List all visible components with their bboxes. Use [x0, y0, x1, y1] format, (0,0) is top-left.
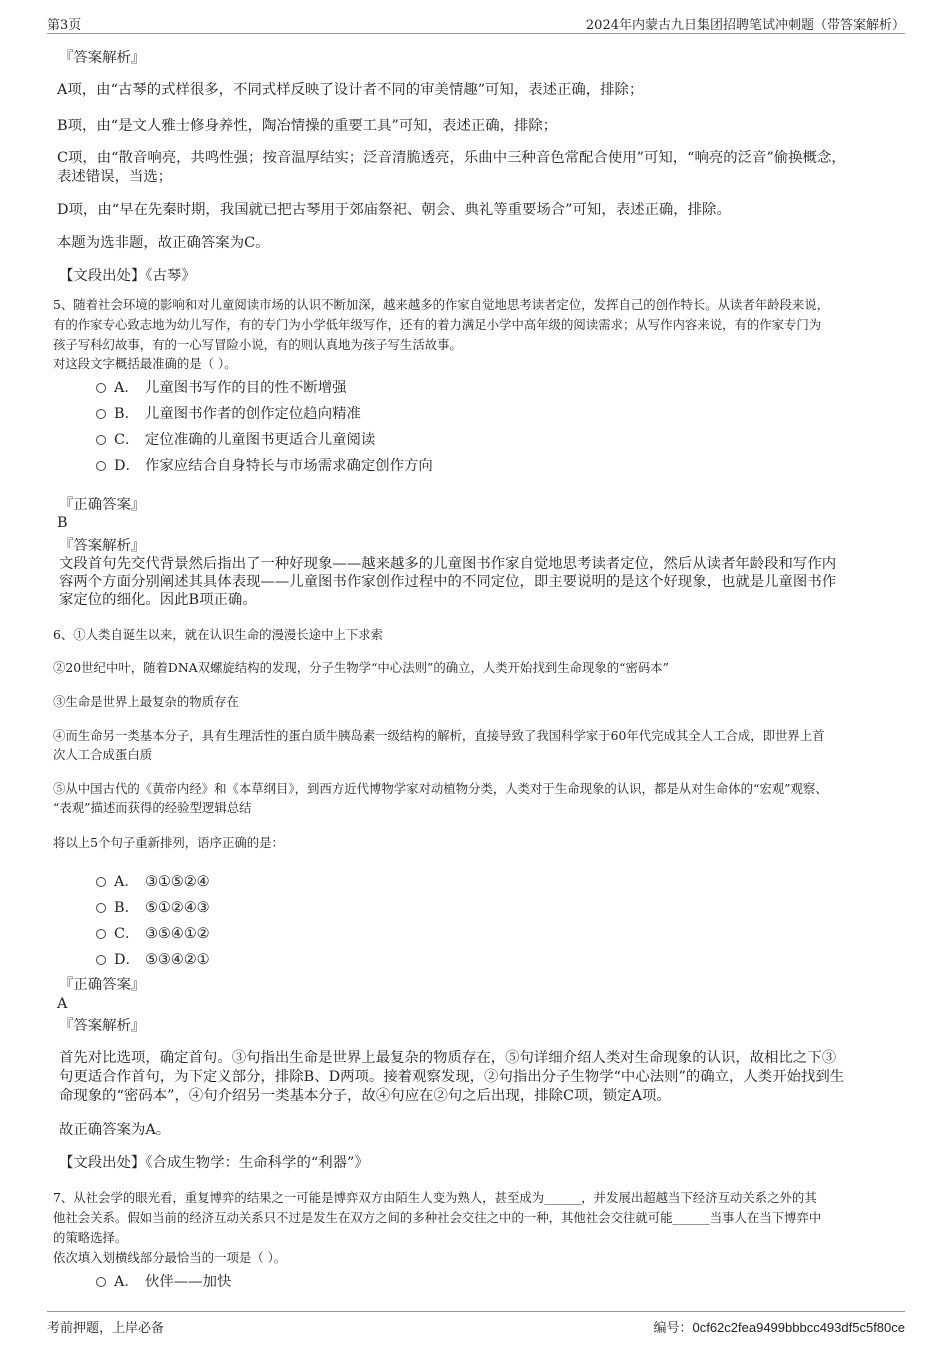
conclusion: 本题为选非题，故正确答案为C。	[57, 235, 270, 251]
q5-option-d[interactable]: D． 作家应结合自身特长与市场需求确定创作方向	[96, 454, 433, 475]
radio-icon[interactable]	[96, 955, 106, 965]
code-label: 编号：	[653, 1321, 693, 1336]
q5-analysis-label: 『答案解析』	[59, 538, 146, 554]
analysis-d: D项，由“早在先秦时期，我国就已把古琴用于郊庙祭祀、朝会、典礼等重要场合”可知，表述正确，排除。	[57, 202, 731, 218]
q5-stem-line2: 有的作家专心致志地为幼儿写作，有的专门为小学低年级写作，还有的着力满足小学中高年级的阅读需求；从写作内容来说，有的作家专门为	[53, 317, 822, 332]
q6-option-c[interactable]: C． ③⑤④①②	[96, 922, 210, 943]
document-title: 2024年内蒙古九日集团招聘笔试冲刺题（带答案解析）	[585, 18, 905, 33]
footer-slogan: 考前押题，上岸必备	[47, 1321, 165, 1336]
q7-stem-line2: 他社会关系。假如当前的经济互动关系只不过是发生在双方之间的多种社会交往之中的一种，其他社会交往就可能______当事人在当下博弈中	[53, 1210, 822, 1225]
page-footer	[47, 1311, 905, 1337]
q5-option-c[interactable]: C． 定位准确的儿童图书更适合儿童阅读	[96, 428, 375, 449]
radio-icon[interactable]	[96, 903, 106, 913]
radio-icon[interactable]	[96, 877, 106, 887]
page-number: 第3页	[47, 18, 82, 33]
q6-option-d[interactable]: D． ⑤③④②①	[96, 948, 210, 969]
q6-answer: A	[57, 996, 68, 1012]
radio-icon[interactable]	[96, 929, 106, 939]
analysis-c-line1: C项，由“散音响亮，共鸣性强；按音温厚结实；泛音清脆透亮，乐曲中三种音色常配合使用”可知，“响亮的泛音”偷换概念，	[57, 150, 846, 166]
q6-sentence-5-line1: ⑤从中国古代的《黄帝内经》和《本草纲目》，到西方近代博物学家对动植物分类，人类对于生命现象的认识，都是从对生命体的“宏观”观察、	[53, 781, 828, 796]
radio-icon[interactable]	[96, 435, 106, 445]
q5-stem-line1: 5、随着社会环境的影响和对儿童阅读市场的认识不断加深，越来越多的作家自觉地思考读者定位，发挥自己的创作特长。从读者年龄段来说，	[53, 297, 830, 312]
q6-source: 【文段出处】《合成生物学：生命科学的“利器”》	[59, 1155, 369, 1171]
page-header	[47, 12, 905, 34]
q6-analysis-label: 『答案解析』	[59, 1018, 146, 1034]
q6-sentence-2: ②20世纪中叶，随着DNA双螺旋结构的发现，分子生物学“中心法则”的确立，人类开始找到生命现象的“密码本”	[53, 660, 670, 675]
q5-analysis-line1: 文段首句先交代背景然后指出了一种好现象——越来越多的儿童图书作家自觉地思考读者定位，然后从读者年龄段和写作内	[59, 556, 837, 572]
q5-stem-line3: 孩子写科幻故事，有的一心写冒险小说，有的则认真地为孩子写生活故事。	[53, 337, 462, 352]
q6-option-b[interactable]: B． ⑤①②④③	[96, 896, 210, 917]
q6-analysis-line1: 首先对比选项，确定首句。③句指出生命是世界上最复杂的物质存在，⑤句详细介绍人类对生命现象的认识，故相比之下③	[59, 1050, 837, 1066]
radio-icon[interactable]	[96, 409, 106, 419]
q6-question: 将以上5个句子重新排列，语序正确的是：	[53, 835, 284, 850]
analysis-c-line2: 表述错误，当选；	[57, 169, 173, 185]
q7-stem-line3: 的策略选择。	[53, 1230, 128, 1245]
q5-answer: B	[57, 515, 68, 531]
q6-sentence-3: ③生命是世界上最复杂的物质存在	[53, 694, 239, 709]
analysis-a: A项，由“古琴的式样很多，不同式样反映了设计者不同的审美情趣”可知，表述正确，排除；	[57, 82, 644, 98]
q6-sentence-4-line1: ④而生命另一类基本分子，具有生理活性的蛋白质牛胰岛素一级结构的解析，直接导致了我国科学家于60年代完成其全人工合成，即世界上首	[53, 728, 825, 743]
analysis-b: B项，由“是文人雅士修身养性，陶冶情操的重要工具”可知，表述正确，排除；	[57, 118, 558, 134]
q7-stem-question: 依次填入划横线部分最恰当的一项是（ ）。	[53, 1250, 287, 1265]
q6-sentence-1: 6、①人类自诞生以来，就在认识生命的漫漫长途中上下求索	[53, 627, 384, 642]
q5-option-a[interactable]: A． 儿童图书写作的目的性不断增强	[96, 376, 346, 397]
q6-sentence-4-line2: 次人工合成蛋白质	[53, 747, 153, 762]
q6-analysis-line2: 句更适合作首句，为下定义部分，排除B、D两项。接着观察发现，②句指出分子生物学“中心法则”的确立，人类开始找到生	[59, 1069, 845, 1085]
q5-stem-question: 对这段文字概括最准确的是（ ）。	[53, 356, 237, 371]
q5-analysis-line3: 家定位的细化。因此B项正确。	[59, 592, 257, 608]
q5-option-b[interactable]: B． 儿童图书作者的创作定位趋向精准	[96, 402, 361, 423]
q6-option-a[interactable]: A． ③①⑤②④	[96, 870, 210, 891]
q5-answer-label: 『正确答案』	[59, 497, 146, 513]
q6-conclusion: 故正确答案为A。	[59, 1122, 171, 1138]
q7-stem-line1: 7、从社会学的眼光看，重复博弈的结果之一可能是博弈双方由陌生人变为熟人，甚至成为______，并发展出超越当下经济互动关系之外的其	[53, 1190, 817, 1205]
code-value: 0cf62c2fea9499bbbcc493df5c5f80ce	[692, 1320, 905, 1335]
source: 【文段出处】《古琴》	[59, 268, 196, 284]
analysis-label: 『答案解析』	[59, 50, 146, 66]
q6-answer-label: 『正确答案』	[59, 977, 146, 993]
radio-icon[interactable]	[96, 383, 106, 393]
q6-analysis-line3: 命现象的“密码本”，④句介绍另一类基本分子，故④句应在②句之后出现，排除C项，锁定A项。	[59, 1088, 671, 1104]
q5-analysis-line2: 容两个方面分别阐述其具体表现——儿童图书作家创作过程中的不同定位，即主要说明的是这个好现象，也就是儿童图书作	[59, 574, 837, 590]
q7-option-a[interactable]: A． 伙伴——加快	[96, 1270, 231, 1291]
radio-icon[interactable]	[96, 461, 106, 471]
document-code	[653, 1317, 905, 1336]
q6-sentence-5-line2: “表观”描述而获得的经验型逻辑总结	[53, 800, 252, 815]
radio-icon[interactable]	[96, 1277, 106, 1287]
